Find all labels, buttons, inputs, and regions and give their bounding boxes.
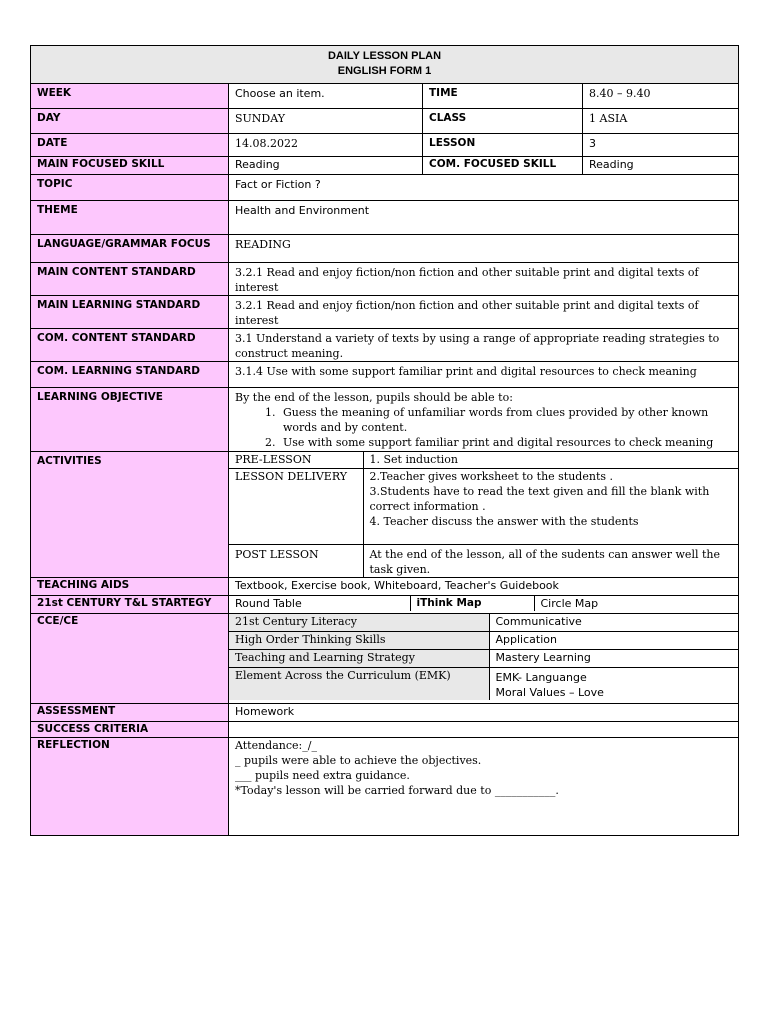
time-value: 8.40 – 9.40 xyxy=(583,84,739,109)
class-label: CLASS xyxy=(423,109,583,134)
post-lesson-label: POST LESSON xyxy=(229,544,363,577)
main-skill-label: MAIN FOCUSED SKILL xyxy=(31,157,229,175)
century-cell xyxy=(229,595,739,613)
teaching-aids-label: TEACHING AIDS xyxy=(31,577,229,595)
time-label: TIME xyxy=(423,84,583,109)
assessment-label: ASSESSMENT xyxy=(31,703,229,721)
cce-name: High Order Thinking Skills xyxy=(229,632,489,650)
assessment-value: Homework xyxy=(229,703,739,721)
plan-header xyxy=(31,46,739,84)
success-criteria-label: SUCCESS CRITERIA xyxy=(31,721,229,737)
reflection-line: Attendance:_/_ xyxy=(235,738,317,752)
class-value: 1 ASIA xyxy=(583,109,739,134)
activities-label: ACTIVITIES xyxy=(31,452,229,578)
reflection-line: *Today's lesson will be carried forward due to ___________. xyxy=(235,783,559,797)
post-lesson-text: At the end of the lesson, all of the sudents can answer well the task given. xyxy=(369,547,720,576)
week-select[interactable]: Choose an item. xyxy=(229,84,423,109)
cce-value: Communicative xyxy=(489,614,738,632)
topic-value: Fact or Fiction ? xyxy=(229,175,739,201)
cce-name: Element Across the Curriculum (EMK) xyxy=(229,668,489,701)
century-table xyxy=(229,596,738,611)
plan-title: DAILY LESSON PLAN xyxy=(327,50,442,62)
main-learning-std-value: 3.2.1 Read and enjoy fiction/non fiction and other suitable print and digital texts of interest xyxy=(229,296,739,329)
strategy-ithink-map: iThink Map xyxy=(410,596,534,611)
success-criteria-value xyxy=(229,721,739,737)
century-label: 21st CENTURY T&L STARTEGY xyxy=(31,595,229,613)
cce-name: Teaching and Learning Strategy xyxy=(229,650,489,668)
reflection-label: REFLECTION xyxy=(31,737,229,835)
cce-name: 21st Century Literacy xyxy=(229,614,489,632)
topic-label: TOPIC xyxy=(31,175,229,201)
strategy-round-table: Round Table xyxy=(229,596,410,611)
cce-value: Mastery Learning xyxy=(489,650,738,668)
reflection-line: ___ pupils need extra guidance. xyxy=(235,768,410,782)
cce-cell xyxy=(229,613,739,703)
cce-label: CCE/CE xyxy=(31,613,229,703)
com-skill-label: COM. FOCUSED SKILL xyxy=(423,157,583,175)
reflection-cell xyxy=(229,737,739,835)
strategy-circle-map: Circle Map xyxy=(540,596,599,610)
com-content-std-value: 3.1 Understand a variety of texts by using a range of appropriate reading strategies to construct meaning. xyxy=(229,329,739,362)
com-learning-std-value: 3.1.4 Use with some support familiar print and digital resources to check meaning xyxy=(229,362,739,388)
grammar-label: LANGUAGE/GRAMMAR FOCUS xyxy=(31,235,229,263)
day-value: SUNDAY xyxy=(229,109,423,134)
cce-table xyxy=(229,614,738,701)
pre-lesson-label: PRE-LESSON xyxy=(229,452,363,468)
cce-value: Application xyxy=(489,632,738,650)
grammar-value: READING xyxy=(229,235,739,263)
reflection-line: _ pupils were able to achieve the objectives. xyxy=(235,753,482,767)
objective-cell xyxy=(229,388,739,452)
main-content-std-value: 3.2.1 Read and enjoy fiction/non fiction and other suitable print and digital texts of interest xyxy=(229,263,739,296)
day-label: DAY xyxy=(31,109,229,134)
theme-value: Health and Environment xyxy=(229,201,739,235)
main-skill-value: Reading xyxy=(229,157,423,175)
cce-value: EMK- Languange Moral Values – Love xyxy=(495,671,604,699)
objective-intro: By the end of the lesson, pupils should be able to: xyxy=(235,391,513,404)
main-learning-std-label: MAIN LEARNING STANDARD xyxy=(31,296,229,329)
lesson-plan-table xyxy=(30,45,739,836)
activities-table xyxy=(229,452,738,577)
lesson-value: 3 xyxy=(583,134,739,157)
activities-cell xyxy=(229,452,739,578)
plan-subtitle: ENGLISH FORM 1 xyxy=(337,65,432,77)
date-value: 14.08.2022 xyxy=(229,134,423,157)
teaching-aids-value: Textbook, Exercise book, Whiteboard, Teacher's Guidebook xyxy=(229,577,739,595)
objective-item: 2. Use with some support familiar print and digital resources to check meaning xyxy=(279,435,732,450)
lesson-delivery-text: 2.Teacher gives worksheet to the students . 3.Students have to read the text given and fill the blank with correct information . 4. Teacher discuss the answer with the students xyxy=(363,468,738,544)
com-skill-value: Reading xyxy=(583,157,739,175)
com-content-std-label: COM. CONTENT STANDARD xyxy=(31,329,229,362)
theme-label: THEME xyxy=(31,201,229,235)
main-content-std-label: MAIN CONTENT STANDARD xyxy=(31,263,229,296)
lesson-label: LESSON xyxy=(423,134,583,157)
pre-lesson-text: 1. Set induction xyxy=(363,452,738,468)
objective-list xyxy=(235,405,732,450)
lesson-delivery-label: LESSON DELIVERY xyxy=(229,468,363,544)
date-label: DATE xyxy=(31,134,229,157)
com-learning-std-label: COM. LEARNING STANDARD xyxy=(31,362,229,388)
objective-label: LEARNING OBJECTIVE xyxy=(31,388,229,452)
week-label: WEEK xyxy=(31,84,229,109)
objective-item: 1. Guess the meaning of unfamiliar words from clues provided by other known words and by content. xyxy=(279,405,732,435)
